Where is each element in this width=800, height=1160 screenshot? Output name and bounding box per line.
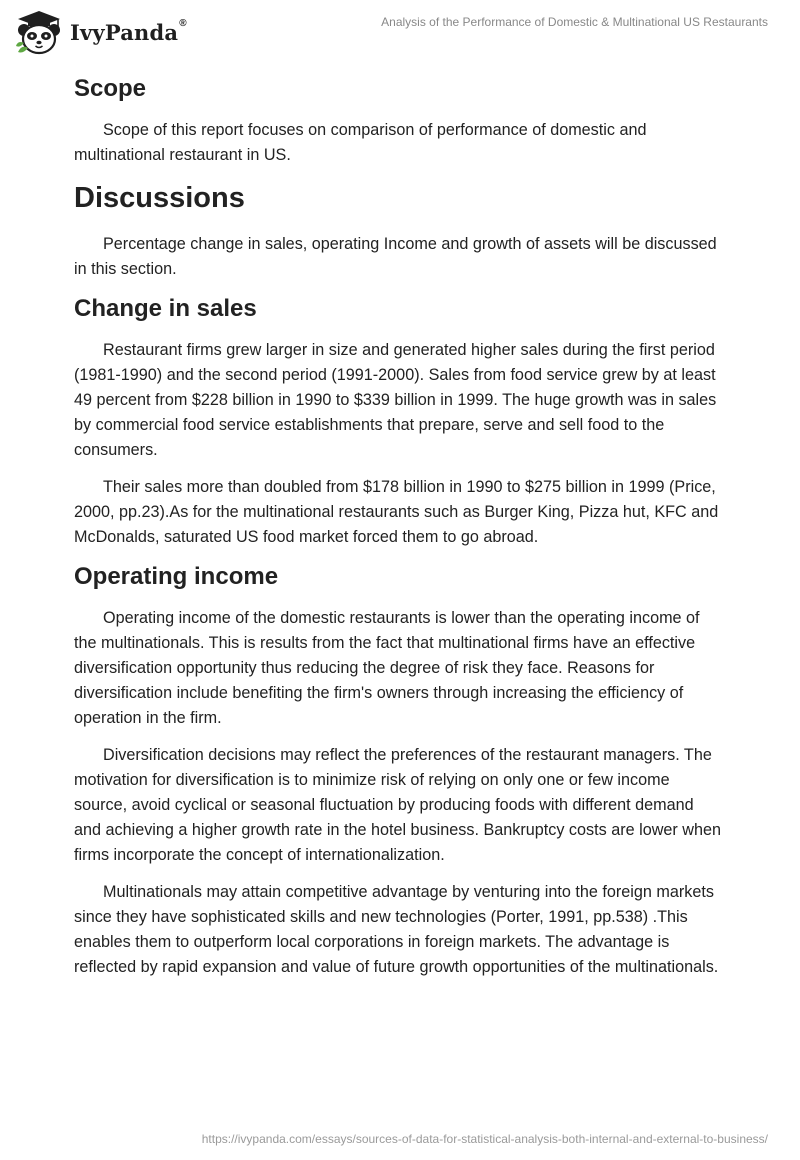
- running-title: Analysis of the Performance of Domestic & Multinational US Restaurants: [381, 15, 768, 29]
- page-header: [0, 0, 800, 64]
- logo-wordmark: [70, 17, 187, 45]
- essay-body: [74, 74, 724, 992]
- operating-income-paragraph-2: Diversification decisions may reflect the preferences of the restaurant managers. The motivation for diversification is to minimize risk of relying on only one or few income source, avoid cyclical or seasonal fluctuation by producing foods with different demand and achieving a higher growth rate in the hotel business. Bankruptcy costs are lower when firms incorporate the concept of internationalization.: [74, 746, 721, 864]
- registered-mark: ®: [179, 17, 187, 29]
- heading-scope: Scope: [74, 75, 147, 102]
- source-url[interactable]: https://ivypanda.com/essays/sources-of-data-for-statistical-analysis-both-internal-and-external-to-business/: [201, 1132, 768, 1146]
- scope-paragraph-1: Scope of this report focuses on comparison of performance of domestic and multinational restaurant in US.: [74, 121, 647, 164]
- heading-discussions: Discussions: [74, 182, 245, 214]
- operating-income-paragraph-1: Operating income of the domestic restaurants is lower than the operating income of the multinationals. This is results from the fact that multinational firms have an effective diversification opportunity thus reducing the degree of risk they face. Reasons for diversification include benefiting the firm's owners through increasing the efficiency of operation in the firm.: [74, 609, 700, 727]
- panda-graduate-icon: [14, 8, 64, 56]
- discussions-paragraph-1: Percentage change in sales, operating Income and growth of assets will be discussed in this section.: [74, 235, 717, 278]
- logo-text: IvyPanda: [70, 19, 179, 45]
- heading-change-in-sales: Change in sales: [74, 295, 257, 322]
- change-in-sales-paragraph-1: Restaurant firms grew larger in size and generated higher sales during the first period (1981-1990) and the second period (1991-2000). Sales from food service grew by at least 49 percent from $228 billion in 1990 to $339 billion in 1999. The huge growth was in sales by commercial food service establishments that prepare, serve and sell food to the consumers.: [74, 341, 717, 459]
- operating-income-paragraph-3: Multinationals may attain competitive advantage by venturing into the foreign markets since they have sophisticated skills and new technologies (Porter, 1991, pp.538) .This enables them to outperform local corporations in foreign markets. The advantage is reflected by rapid expansion and value of future growth opportunities of the multinationals.: [74, 883, 719, 976]
- change-in-sales-paragraph-2: Their sales more than doubled from $178 billion in 1990 to $275 billion in 1999 (Price, 2000, pp.23).As for the multinational restaurants such as Burger King, Pizza hut, KFC and McDonalds, saturated US food market forced them to go abroad.: [74, 478, 719, 546]
- ivypanda-logo[interactable]: [14, 8, 187, 56]
- heading-operating-income: Operating income: [74, 563, 279, 590]
